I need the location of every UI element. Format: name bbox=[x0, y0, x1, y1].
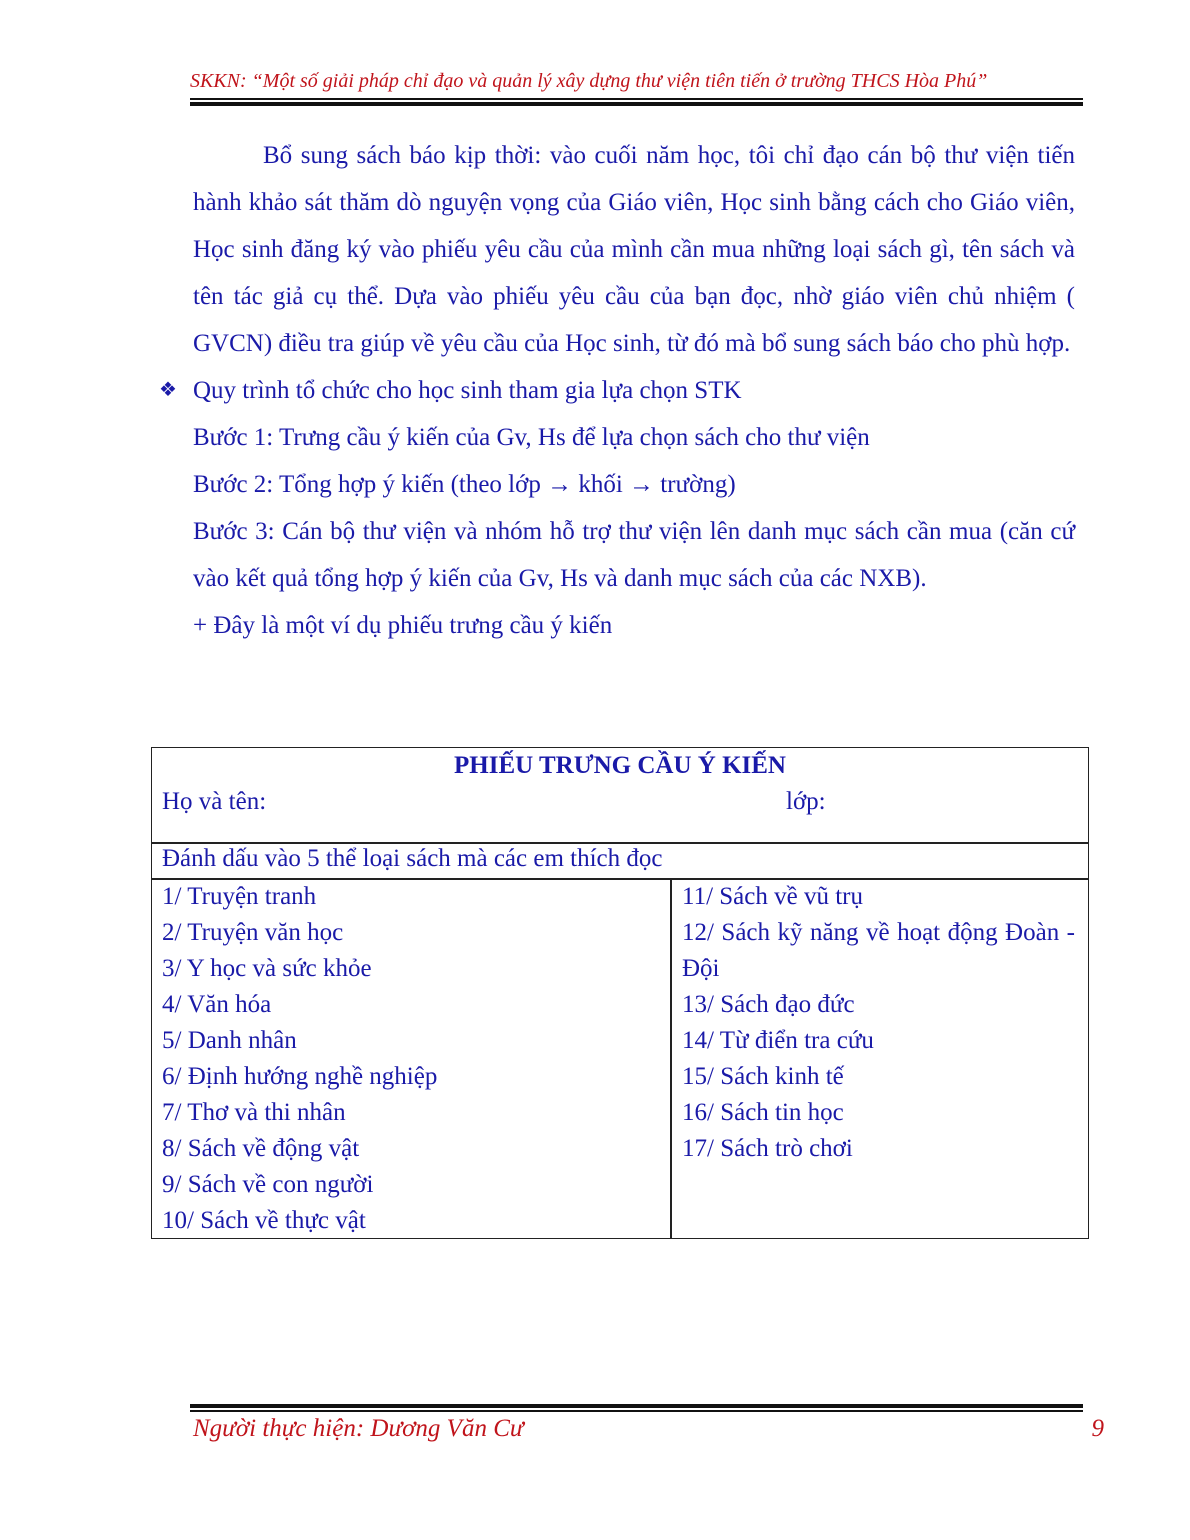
document-header-title: SKKN: “Một số giải pháp chỉ đạo và quản lý xây dựng thư viện tiên tiến ở trường THCS Hòa Phú” bbox=[190, 70, 988, 92]
list-item: 14/ Từ điển tra cứu bbox=[682, 1027, 874, 1054]
list-item: 15/ Sách kinh tế bbox=[682, 1063, 844, 1090]
footer-rule-thick bbox=[190, 1404, 1083, 1408]
form-left-column bbox=[162, 879, 662, 1239]
header-rule-thin bbox=[190, 98, 1083, 100]
form-right-column bbox=[682, 879, 1075, 1167]
survey-form bbox=[151, 747, 1089, 1239]
list-item: 11/ Sách về vũ trụ bbox=[682, 883, 863, 910]
step-1: Bước 1: Trưng cầu ý kiến của Gv, Hs để lựa chọn sách cho thư viện bbox=[193, 424, 870, 451]
example-line: + Đây là một ví dụ phiếu trưng cầu ý kiến bbox=[193, 612, 613, 639]
list-item: 4/ Văn hóa bbox=[162, 991, 272, 1018]
list-item: 1/ Truyện tranh bbox=[162, 883, 317, 910]
body-content bbox=[159, 132, 1075, 649]
footer-author: Người thực hiện: Dương Văn Cư bbox=[193, 1415, 524, 1442]
list-item: 16/ Sách tin học bbox=[682, 1099, 844, 1126]
step-2: Bước 2: Tổng hợp ý kiến (theo lớp → khối → trường) bbox=[193, 471, 736, 498]
page-number: 9 bbox=[1091, 1415, 1104, 1442]
form-title: PHIẾU TRƯNG CẦU Ý KIẾN bbox=[454, 752, 786, 779]
form-name-label: Họ và tên: bbox=[162, 788, 267, 815]
list-item: 2/ Truyện văn học bbox=[162, 919, 344, 946]
list-item: 3/ Y học và sức khỏe bbox=[162, 955, 372, 982]
list-item: 12/ Sách kỹ năng về hoạt động Đoàn - Đội bbox=[682, 919, 1075, 982]
footer-rule-thin bbox=[190, 1410, 1083, 1412]
list-item: 13/ Sách đạo đức bbox=[682, 991, 855, 1018]
diamond-bullet-icon: ❖ bbox=[159, 379, 177, 401]
form-instruction: Đánh dấu vào 5 thể loại sách mà các em thích đọc bbox=[162, 845, 663, 872]
list-item: 9/ Sách về con người bbox=[162, 1171, 374, 1198]
form-class-label: lớp: bbox=[786, 788, 826, 815]
paragraph-book-supplement: Bổ sung sách báo kịp thời: vào cuối năm học, tôi chỉ đạo cán bộ thư viện tiến hành khảo sát thăm dò nguyện vọng của Giáo viên, Học sinh bằng cách cho Giáo viên, Học sinh đăng ký vào phiếu yêu cầu của mình cần mua những loại sách gì, tên sách và tên tác giả cụ thể. Dựa vào phiếu yêu cầu của bạn đọc, nhờ giáo viên chủ nhiệm ( GVCN) điều tra giúp về yêu cầu của Học sinh, từ đó mà bổ sung sách báo cho phù hợp. bbox=[193, 142, 1075, 357]
list-item: 5/ Danh nhân bbox=[162, 1027, 297, 1054]
list-item: 8/ Sách về động vật bbox=[162, 1135, 360, 1162]
form-column-divider bbox=[670, 879, 672, 1239]
list-item: 17/ Sách trò chơi bbox=[682, 1135, 853, 1162]
list-item: 6/ Định hướng nghề nghiệp bbox=[162, 1063, 438, 1090]
form-divider-1 bbox=[152, 842, 1088, 844]
bullet-heading bbox=[159, 367, 1075, 414]
bullet-heading-text: Quy trình tổ chức cho học sinh tham gia lựa chọn STK bbox=[193, 377, 742, 404]
list-item: 10/ Sách về thực vật bbox=[162, 1207, 366, 1234]
list-item: 7/ Thơ và thi nhân bbox=[162, 1099, 346, 1126]
header-rule-thick bbox=[190, 102, 1083, 106]
step-3: Bước 3: Cán bộ thư viện và nhóm hỗ trợ thư viện lên danh mục sách cần mua (căn cứ vào kết quả tổng hợp ý kiến của Gv, Hs và danh mục sách của các NXB). bbox=[193, 518, 1075, 592]
